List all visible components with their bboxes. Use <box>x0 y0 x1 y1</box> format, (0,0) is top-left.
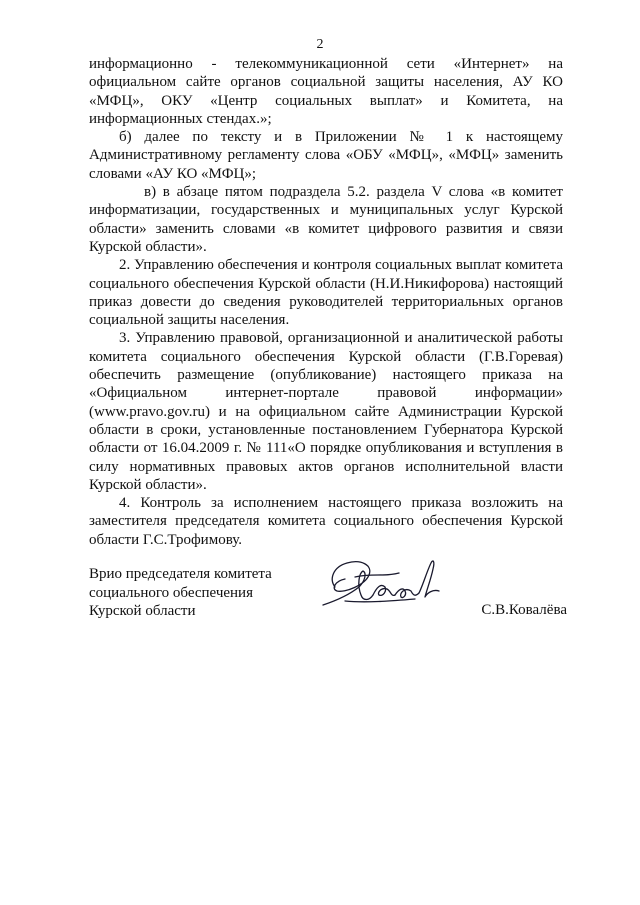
signatory-name: С.В.Ковалёва <box>481 602 567 618</box>
paragraph-item-3: 3. Управлению правовой, организационной и аналитической работы комитета социального обеспечения Курской области (Г.В.Горевая) обеспечить размещение (опубликование) настоящего приказа на «Официальном интернет-портале правовой информации» (www.pravo.gov.ru) и на официальном сайте Администрации Курской области в сроки, установленные постановлением Губернатора Курской области от 16.04.2009 г. № 111«О порядке опубликования и вступления в силу нормативных правовых актов органов исполнительной власти Курской области». <box>89 330 563 493</box>
signatory-title-line: социального обеспечения <box>89 584 253 601</box>
paragraph-item-4: 4. Контроль за исполнением настоящего приказа возложить на заместителя председателя комитета социального обеспечения Курской области Г.С.Трофимову. <box>89 495 563 548</box>
handwritten-signature <box>315 543 455 623</box>
page-number: 2 <box>316 37 324 52</box>
paragraph-continuation: информационно - телекоммуникационной сети «Интернет» на официальном сайте органов социальной защиты населения, АУ КО «МФЦ», ОКУ «Центр социальных выплат» и Комитета, на информационных стендах.»; <box>89 56 563 127</box>
signatory-title <box>89 565 272 621</box>
paragraph-item-b: б) далее по тексту и в Приложении № 1 к настоящему Административному регламенту слова «ОБУ «МФЦ», «МФЦ» заменить словами «АУ КО «МФЦ»; <box>89 129 563 182</box>
signatory-title-line: Курской области <box>89 603 196 619</box>
document-body <box>89 55 563 549</box>
paragraph-item-v: в) в абзаце пятом подраздела 5.2. раздела V слова «в комитет информатизации, государственных и муниципальных услуг Курской области» заменить словами «в комитет цифрового развития и связи Курской области». <box>89 184 563 255</box>
paragraph-item-2: 2. Управлению обеспечения и контроля социальных выплат комитета социального обеспечения Курской области (Н.И.Никифорова) настоящий приказ довести до сведения руководителей территориальных органов социальной защиты населения. <box>89 257 563 329</box>
signatory-title-line: Врио председателя комитета <box>89 566 272 582</box>
signature-block <box>89 565 567 655</box>
